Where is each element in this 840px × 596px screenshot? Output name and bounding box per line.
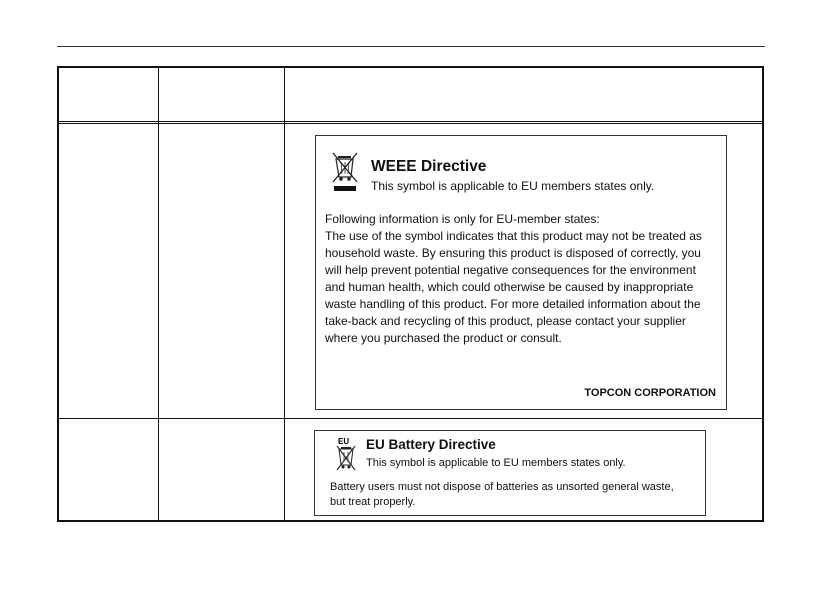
battery-body — [330, 480, 700, 510]
weee-directive-notice — [315, 135, 727, 410]
eu-battery-directive-notice — [314, 430, 706, 516]
header-row-divider — [59, 121, 762, 124]
battery-subtitle: This symbol is applicable to EU members states only. — [366, 457, 626, 469]
weee-body-line: and human health, which could otherwise be caused by inappropriate — [325, 280, 694, 294]
column-divider — [158, 68, 159, 520]
weee-body-line: Following information is only for EU-member states: — [325, 212, 600, 226]
battery-body-line: but treat properly. — [330, 496, 416, 508]
weee-title: WEEE Directive — [371, 158, 487, 175]
eu-icon-label: EU — [338, 437, 350, 446]
row-divider — [59, 418, 762, 419]
header-rule — [57, 46, 765, 47]
weee-body-line: waste handling of this product. For more detailed information about the — [325, 297, 701, 311]
weee-body-line: will help prevent potential negative consequences for the environment — [325, 263, 696, 277]
company-name: TOPCON CORPORATION — [584, 387, 716, 399]
weee-body-line: where you purchased the product or consult. — [325, 331, 562, 345]
weee-body-line: household waste. By ensuring this product is disposed of correctly, you — [325, 246, 701, 260]
crossed-out-battery-bin-icon — [335, 437, 357, 473]
battery-body-line: Battery users must not dispose of batteries as unsorted general waste, — [330, 481, 674, 493]
battery-title: EU Battery Directive — [366, 437, 496, 452]
crossed-out-wheelie-bin-icon — [332, 152, 358, 192]
weee-subtitle: This symbol is applicable to EU members states only. — [371, 179, 655, 193]
column-divider — [284, 68, 285, 520]
regulation-table — [57, 66, 764, 522]
weee-body-line: take-back and recycling of this product, please contact your supplier — [325, 314, 686, 328]
weee-body-line: The use of the symbol indicates that this product may not be treated as — [325, 229, 702, 243]
weee-body — [325, 211, 721, 347]
